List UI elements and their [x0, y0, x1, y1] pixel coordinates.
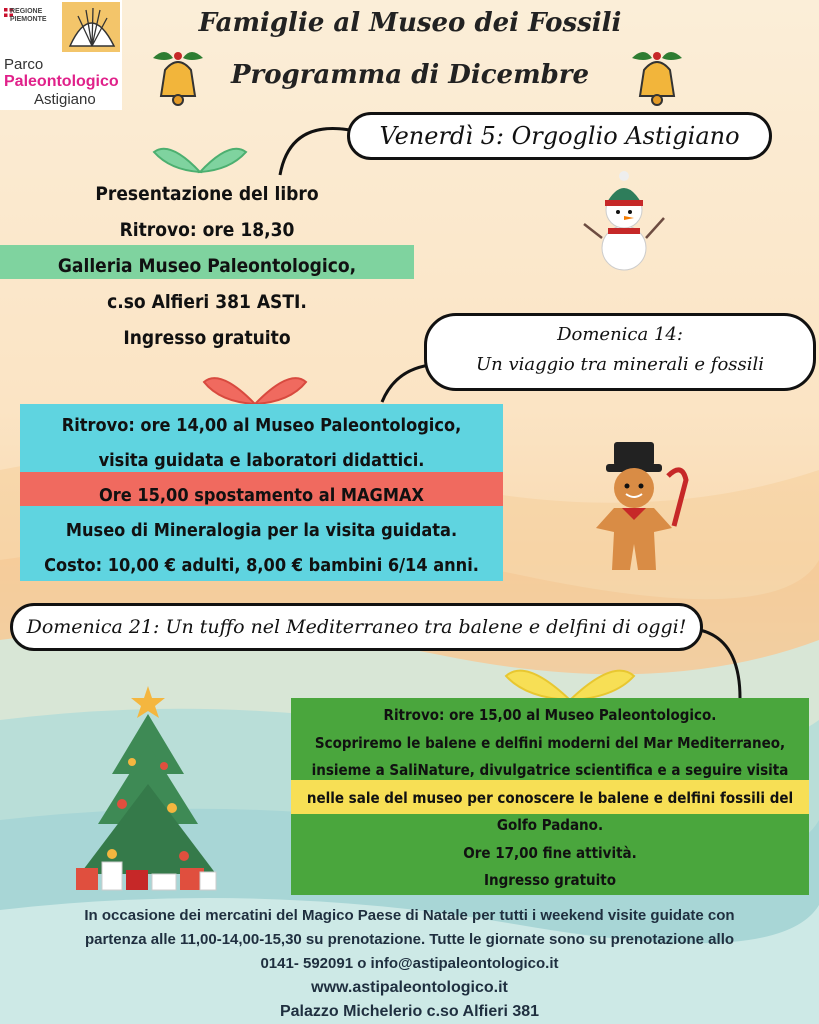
- website-link[interactable]: www.astipaleontologico.it: [311, 979, 508, 996]
- event-1-line: Presentazione del libro: [95, 183, 319, 205]
- snowman-icon: [578, 168, 670, 274]
- bells-holly-icon-right: [622, 40, 692, 110]
- event-3-gift-box: [291, 698, 809, 895]
- bells-holly-icon: [143, 40, 213, 110]
- gift-ribbon-icon-3: [500, 652, 640, 702]
- park-logo: [0, 0, 122, 110]
- christmas-tree-icon: [72, 684, 218, 896]
- event-3-bubble: [10, 603, 703, 651]
- event-2-date: Domenica 14:: [557, 324, 683, 345]
- gingerbread-man-icon: [586, 436, 690, 576]
- page-subtitle: Programma di Dicembre: [230, 60, 590, 90]
- gift-ribbon-icon-2: [200, 360, 310, 406]
- shell-icon: [62, 2, 120, 52]
- event-3-title: Domenica 21: Un tuffo nel Mediterraneo tra balene e delfini di oggi!: [26, 616, 687, 638]
- event-3-line: Ore 17,00 fine attività.: [463, 843, 637, 862]
- event-3-line: Ingresso gratuito: [484, 871, 616, 889]
- event-2-bubble: [424, 313, 816, 391]
- footer-line: In occasione dei mercatini del Magico Paese di Natale per tutti i weekend visite guidate con: [84, 907, 735, 924]
- gift-ribbon-icon: [150, 130, 250, 174]
- logo-text-paleontologico: Paleontologico: [4, 73, 119, 90]
- event-2-gift-box: [20, 404, 503, 581]
- footer-line: 0141- 592091 o info@astipaleontologico.it: [260, 955, 559, 972]
- event-2-line: visita guidata e laboratori didattici.: [98, 450, 425, 471]
- event-2-line: Costo: 10,00 € adulti, 8,00 € bambini 6/14 anni.: [44, 555, 479, 576]
- event-2-line: Ritrovo: ore 14,00 al Museo Paleontologico,: [61, 415, 462, 436]
- event-2-title: Un viaggio tra minerali e fossili: [475, 354, 765, 375]
- event-1-title: Venerdì 5: Orgoglio Astigiano: [379, 122, 740, 150]
- event-1-line: c.so Alfieri 381 ASTI.: [107, 291, 307, 313]
- address: Palazzo Michelerio c.so Alfieri 381: [279, 1003, 540, 1020]
- footer-info: [20, 904, 799, 1024]
- region-label: REGIONE PIEMONTE: [10, 8, 47, 23]
- event-3-line: Golfo Padano.: [496, 816, 604, 834]
- footer-line: partenza alle 11,00-14,00-15,30 su prenotazione. Tutte le giornate sono su prenotazione allo: [84, 931, 735, 948]
- event-1-line: Ritrovo: ore 18,30: [119, 219, 295, 241]
- event-1-line: Ingresso gratuito: [123, 327, 291, 349]
- logo-text-astigiano: Astigiano: [34, 91, 96, 108]
- event-1-line: Galleria Museo Paleontologico,: [57, 255, 357, 277]
- page-title: Famiglie al Museo dei Fossili: [198, 8, 622, 38]
- event-1-gift-box: [0, 172, 414, 354]
- event-1-bubble: [347, 112, 772, 160]
- logo-text-parco: Parco: [4, 56, 44, 73]
- event-3-line: Scopriremo le balene e delfini moderni del Mar Mediterraneo,: [314, 733, 786, 752]
- event-3-line: insieme a SaliNature, divulgatrice scientifica e a seguire visita: [311, 761, 789, 779]
- event-3-line: Ritrovo: ore 15,00 al Museo Paleontologico.: [383, 706, 717, 724]
- event-2-line: Museo di Mineralogia per la visita guidata.: [65, 520, 458, 541]
- event-2-line: Ore 15,00 spostamento al MAGMAX: [99, 485, 424, 506]
- event-3-line: nelle sale del museo per conoscere le balene e delfini fossili del: [306, 788, 794, 807]
